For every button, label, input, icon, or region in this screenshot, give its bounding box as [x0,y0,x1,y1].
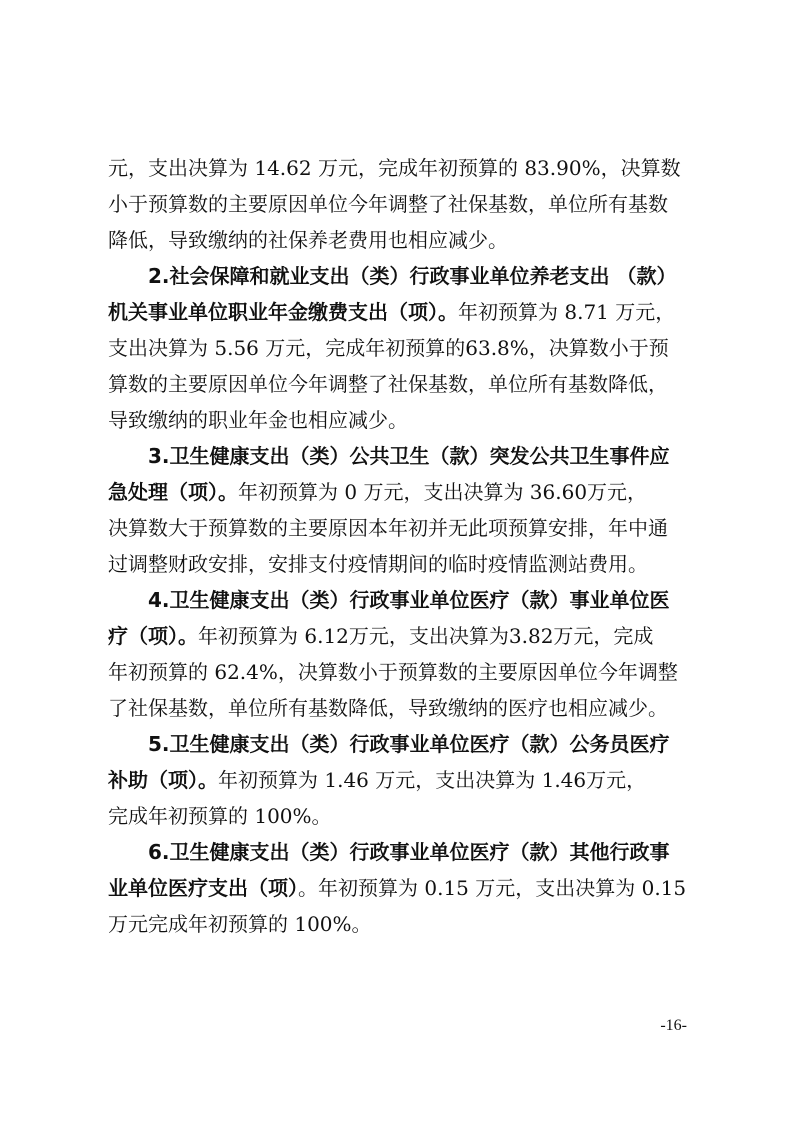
item-5-heading-line-2: 补助（项）。 [108,768,218,792]
item-6-body-line-1: 万元完成年初预算的 100%。 [108,912,372,936]
item-6-body-first: 。年初预算为 0.15 万元，支出决算为 0.15 [298,876,687,900]
intro-line-1: 元，支出决算为 14.62 万元，完成年初预算的 83.90%，决算数 [108,156,681,180]
item-4-line-2 [108,624,653,648]
intro-line-3: 降低，导致缴纳的社保养老费用也相应减少。 [108,228,508,252]
item-6-heading-line-2: 业单位医疗支出（项） [108,876,298,900]
intro-line-2: 小于预算数的主要原因单位今年调整了社保基数，单位所有基数 [108,192,668,216]
item-2-body-line-1: 支出决算为 5.56 万元，完成年初预算的63.8%，决算数小于预 [108,336,669,360]
item-3-body-line-1: 决算数大于预算数的主要原因本年初并无此项预算安排，年中通 [108,516,668,540]
item-3-line-2 [108,480,647,504]
page-number: -16- [660,1017,687,1034]
item-3-body-line-2: 过调整财政安排，安排支付疫情期间的临时疫情监测站费用。 [108,552,648,576]
item-2-body-line-3: 导致缴纳的职业年金也相应减少。 [108,408,408,432]
item-4-heading-line-1: 4.卫生健康支出（类）行政事业单位医疗（款）事业单位医 [148,588,670,612]
item-4-body-line-2: 了社保基数，单位所有基数降低，导致缴纳的医疗也相应减少。 [108,696,668,720]
item-2-heading-line-1: 2.社会保障和就业支出（类）行政事业单位养老支出 （款） [148,264,677,288]
item-2-body-first: 年初预算为 8.71 万元， [458,300,676,324]
item-3-body-first: 年初预算为 0 万元，支出决算为 36.60万元， [238,480,648,504]
item-4-heading-line-2: 疗（项）。 [108,624,198,648]
item-2-body-line-2: 算数的主要原因单位今年调整了社保基数，单位所有基数降低， [108,372,668,396]
item-5-body-line-1: 完成年初预算的 100%。 [108,804,332,828]
item-3-heading-line-1: 3.卫生健康支出（类）公共卫生（款）突发公共卫生事件应 [148,444,670,468]
item-2-line-2 [108,300,675,324]
item-5-body-first: 年初预算为 1.46 万元，支出决算为 1.46万元， [218,768,647,792]
item-4-body-first: 年初预算为 6.12万元，支出决算为3.82万元，完成 [198,624,654,648]
item-6-line-2 [108,876,686,900]
item-3-heading-line-2: 急处理（项）。 [108,480,238,504]
item-2-heading-line-2: 机关事业单位职业年金缴费支出（项）。 [108,300,458,324]
item-5-line-2 [108,768,646,792]
item-5-heading-line-1: 5.卫生健康支出（类）行政事业单位医疗（款）公务员医疗 [148,732,670,756]
item-4-body-line-1: 年初预算的 62.4%，决算数小于预算数的主要原因单位今年调整 [108,660,678,684]
item-6-heading-line-1: 6.卫生健康支出（类）行政事业单位医疗（款）其他行政事 [148,840,670,864]
